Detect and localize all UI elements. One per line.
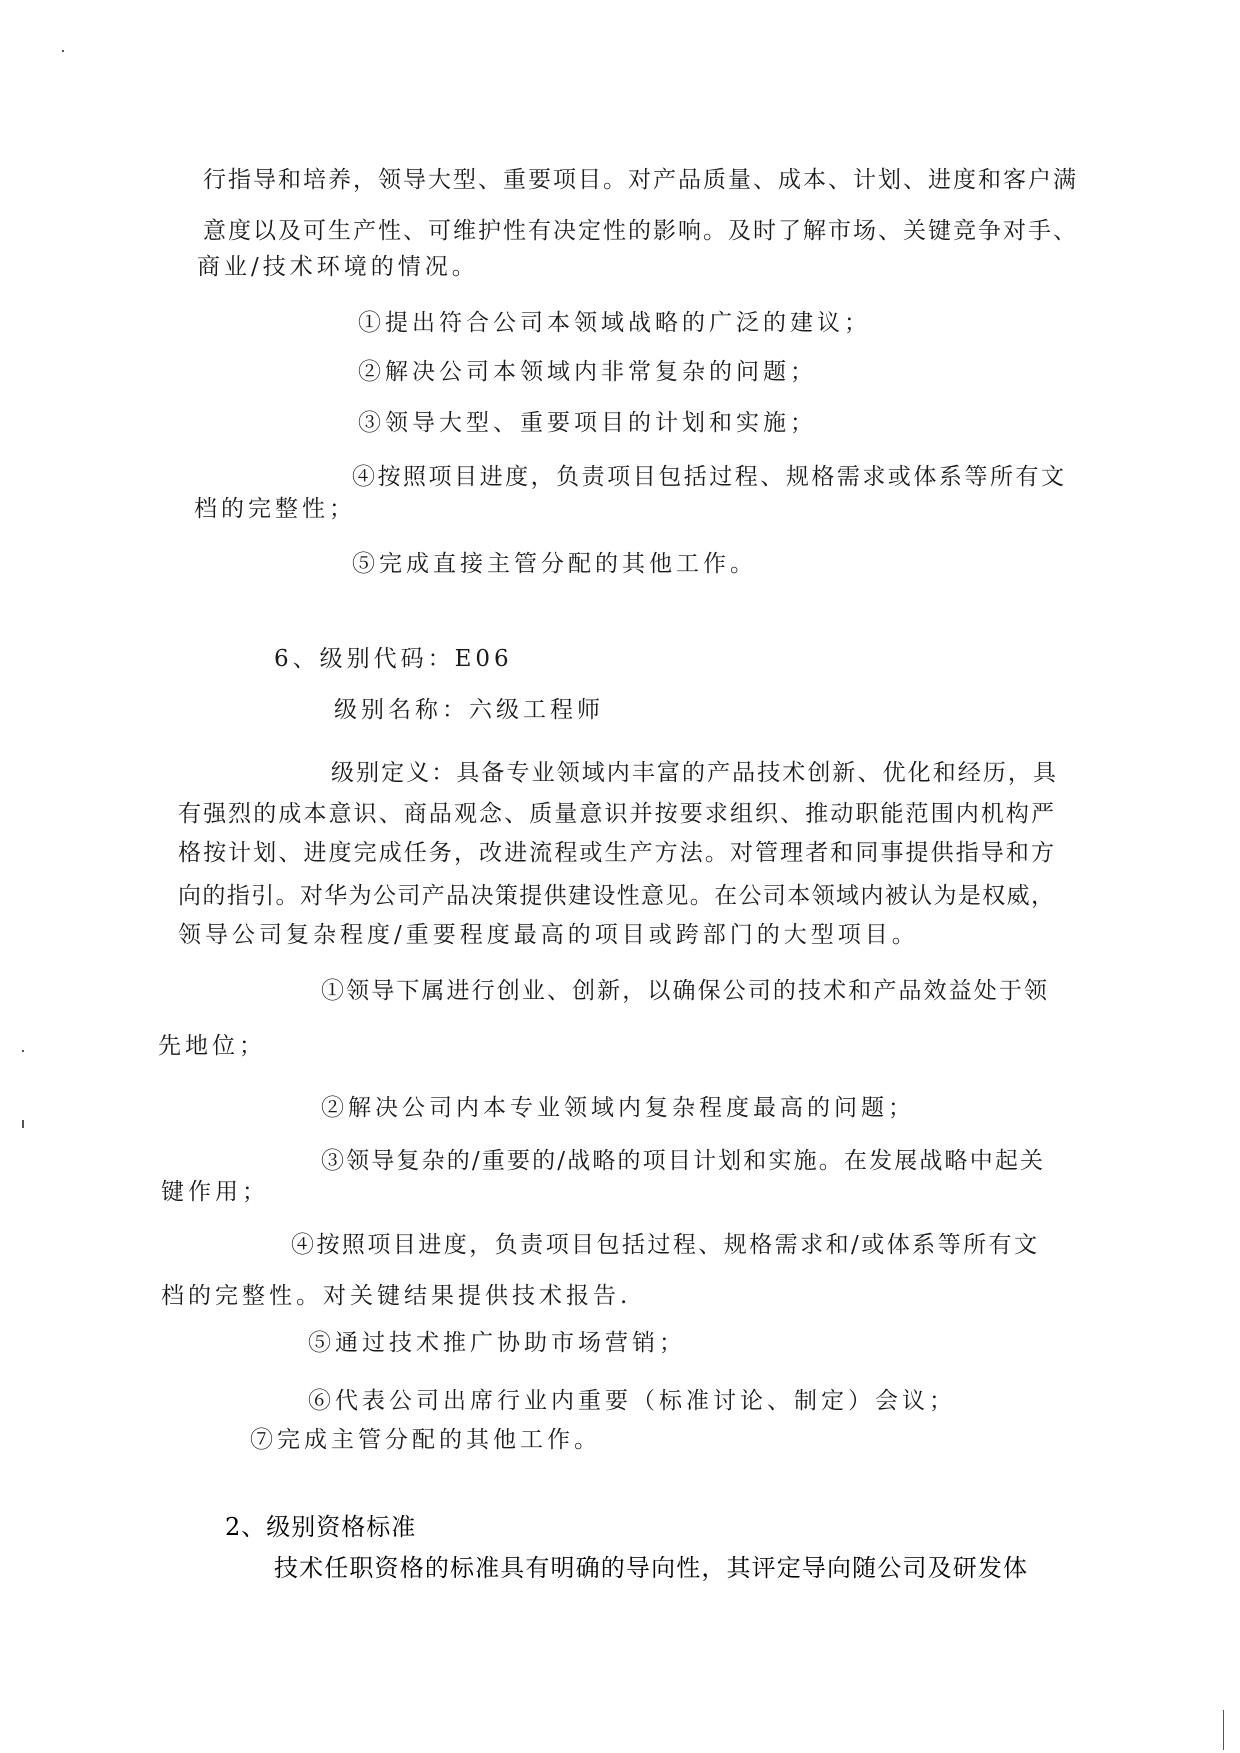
duty-item: ⑦完成主管分配的其他工作。 <box>250 1427 601 1453</box>
scan-speck <box>22 1050 24 1052</box>
level-definition-line: 级别定义：具备专业领域内丰富的产品技术创新、优化和经历，具 <box>331 760 1056 786</box>
duty-item: ③领导复杂的/重要的/战略的项目计划和实施。在发展战略中起关 <box>321 1148 1043 1174</box>
paragraph-line: 行指导和培养，领导大型、重要项目。对产品质量、成本、计划、进度和客户满 <box>203 167 1076 193</box>
duty-item: ①提出符合公司本领域战略的广泛的建议； <box>358 310 871 336</box>
level-name: 级别名称：六级工程师 <box>334 697 604 723</box>
duty-item: ④按照项目进度，负责项目包括过程、规格需求和/或体系等所有文 <box>291 1232 1037 1258</box>
duty-item: ③领导大型、重要项目的计划和实施； <box>358 410 817 436</box>
paragraph-line: 意度以及可生产性、可维护性有决定性的影响。及时了解市场、关键竞争对手、 <box>203 218 1076 244</box>
level-definition-line: 向的指引。对华为公司产品决策提供建设性意见。在公司本领域内被认为是权威， <box>178 883 1054 909</box>
level-definition-line: 格按计划、进度完成任务，改进流程或生产方法。对管理者和同事提供指导和方 <box>178 840 1054 866</box>
level-code: 6、级别代码：E06 <box>274 646 513 672</box>
section-heading: 2、级别资格标准 <box>225 1513 417 1541</box>
duty-item: ①领导下属进行创业、创新，以确保公司的技术和产品效益处于领 <box>321 978 1047 1004</box>
level-definition-line: 有强烈的成本意识、商品观念、质量意识并按要求组织、推动职能范围内机构严 <box>178 801 1054 827</box>
paragraph-line: 商业/技术环境的情况。 <box>197 254 479 280</box>
duty-item: ②解决公司内本专业领域内复杂程度最高的问题； <box>321 1095 915 1121</box>
duty-item-continued: 档的完整性。对关键结果提供技术报告. <box>161 1283 632 1309</box>
duty-item: ⑤通过技术推广协助市场营销； <box>308 1330 686 1356</box>
duty-item-continued: 键作用； <box>161 1179 269 1205</box>
duty-item: ⑥代表公司出席行业内重要（标准讨论、制定）会议； <box>308 1388 956 1414</box>
scan-speck <box>1223 1710 1224 1750</box>
scan-speck <box>62 50 64 52</box>
paragraph-line: 技术任职资格的标准具有明确的导向性，其评定导向随公司及研发体 <box>274 1554 1028 1582</box>
level-definition-line: 领导公司复杂程度/重要程度最高的项目或跨部门的大型项目。 <box>178 922 919 948</box>
duty-item-continued: 档的完整性； <box>194 496 356 522</box>
duty-item-continued: 先地位； <box>158 1033 266 1059</box>
scan-speck <box>22 1120 24 1128</box>
duty-item: ④按照项目进度，负责项目包括过程、规格需求或体系等所有文 <box>352 464 1064 490</box>
duty-item: ⑤完成直接主管分配的其他工作。 <box>352 551 757 577</box>
duty-item: ②解决公司本领域内非常复杂的问题； <box>358 359 817 385</box>
